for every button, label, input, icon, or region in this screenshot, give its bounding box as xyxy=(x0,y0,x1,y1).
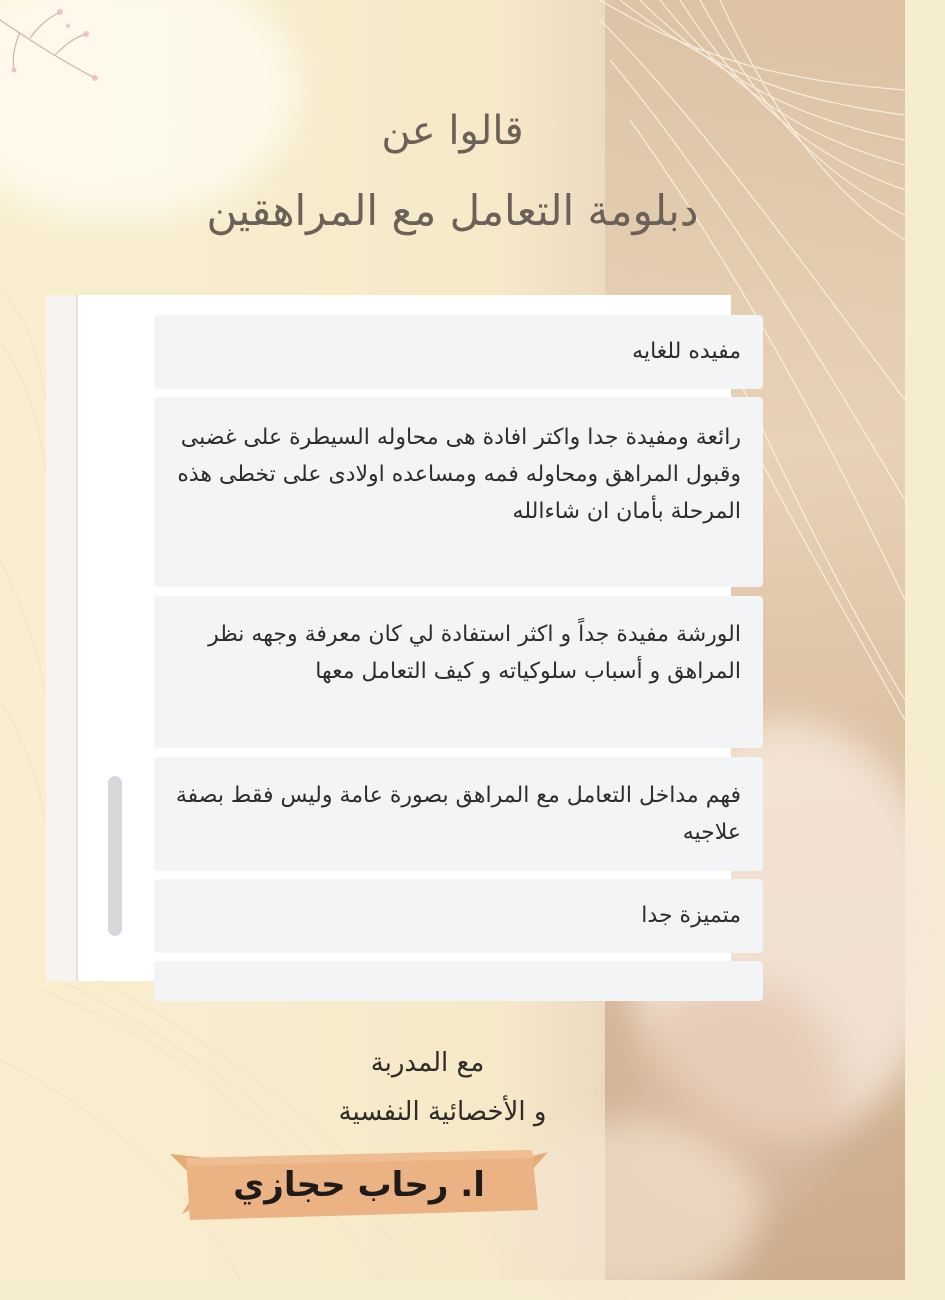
trainer-caption-line1: مع المدربة xyxy=(370,1048,485,1078)
page-title-line2: دبلومة التعامل مع المراهقين xyxy=(206,186,699,235)
testimonial-card xyxy=(154,596,763,748)
trainer-caption-line2: و الأخصائية النفسية xyxy=(338,1097,547,1127)
testimonial-text: رائعة ومفيدة جدا واكتر افادة هى محاوله السيطرة على غضبى وقبول المراهق ومحاوله فمه ومساعده اولادى على تخطى هذه المرحلة بأمان ان شاءالله xyxy=(177,425,741,524)
panel-scrollbar[interactable] xyxy=(108,776,122,936)
testimonial-text: مفيده للغايه xyxy=(632,339,741,364)
testimonial-card-partial xyxy=(154,961,763,1001)
testimonial-text: الورشة مفيدة جداً و اكثر استفادة لي كان معرفة وجهه نظر المراهق و أسباب سلوكياته و كيف التعامل معها xyxy=(208,622,741,684)
testimonial-card xyxy=(154,757,763,871)
testimonial-card xyxy=(154,315,763,389)
testimonial-card xyxy=(154,397,763,587)
testimonial-text: فهم مداخل التعامل مع المراهق بصورة عامة وليس فقط بصفة علاجيه xyxy=(175,783,741,845)
testimonial-card xyxy=(154,879,763,953)
panel-divider xyxy=(76,295,78,981)
panel-left-edge xyxy=(46,295,76,981)
trainer-name: ا. رحاب حجازي xyxy=(233,1165,485,1205)
page-title-line1: قالوا عن xyxy=(381,108,524,154)
testimonials-panel[interactable] xyxy=(76,295,741,981)
testimonial-text: متميزة جدا xyxy=(641,903,741,928)
